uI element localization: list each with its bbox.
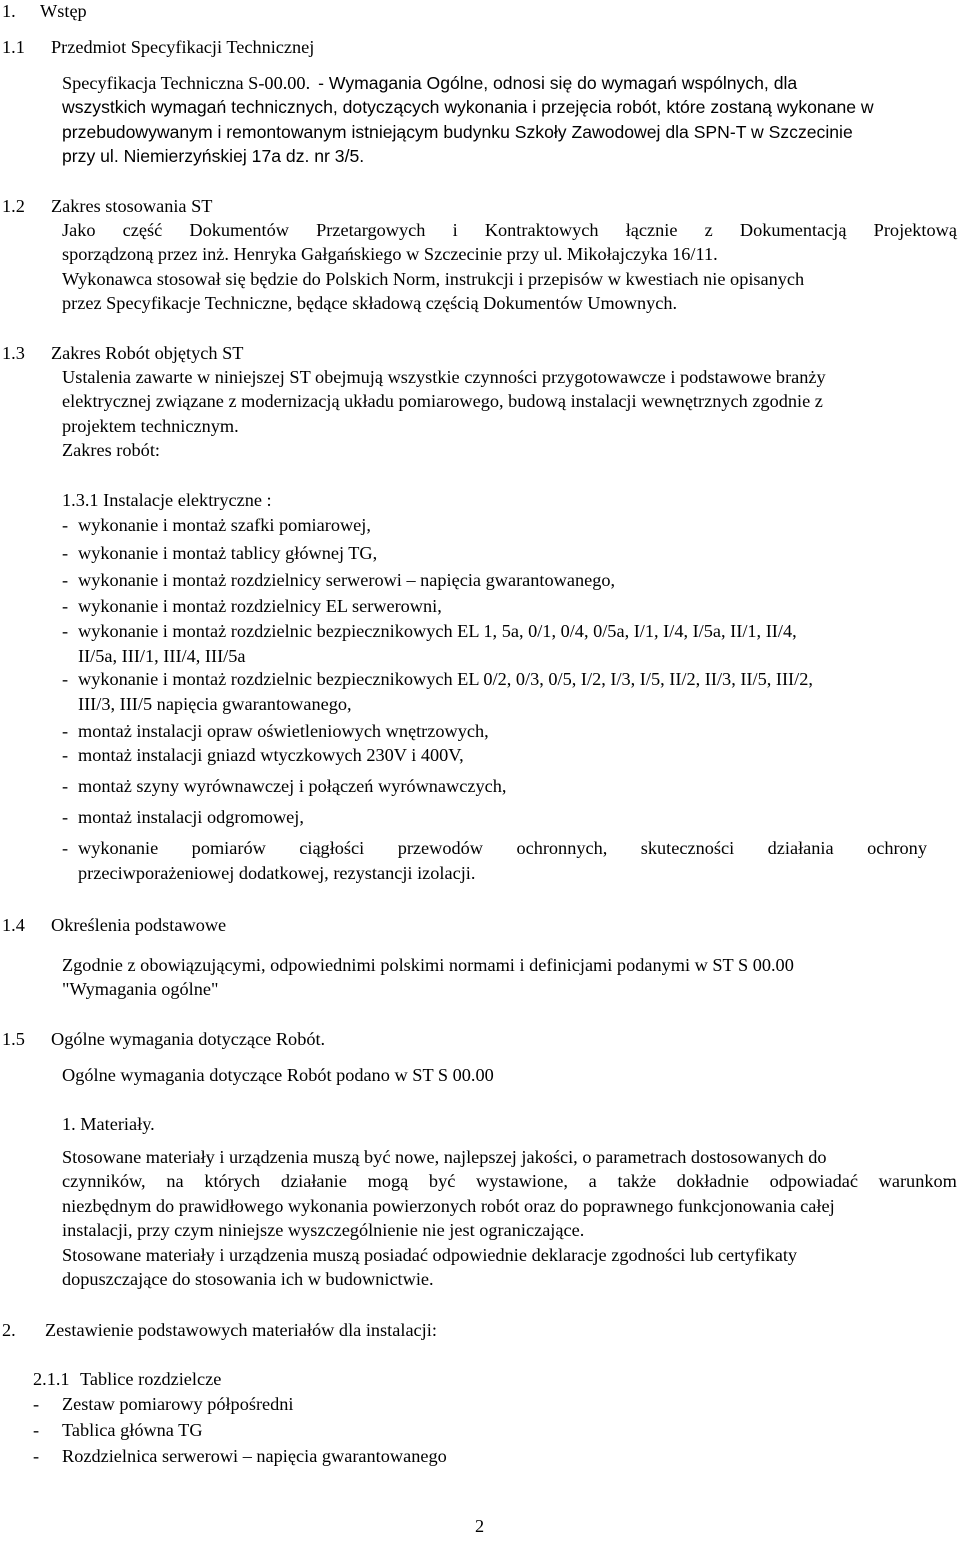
materials-heading: 1. Materiały. (62, 1114, 155, 1134)
section-1-5-paragraph: Ogólne wymagania dotyczące Robót podano w ST S 00.00 (62, 1065, 494, 1085)
para-line: przebudowywanym i remontowanym istniejącym budynku Szkoły Zawodowej dla SPN-T w Szczecinie (62, 122, 853, 142)
section-1-2-paragraph (62, 218, 957, 313)
para-line: Zakres robót: (62, 440, 160, 460)
section-1-2-title: Zakres stosowania ST (51, 196, 213, 216)
section-1-5-number: 1.5 (2, 1029, 25, 1049)
section-1-1-paragraph (62, 71, 957, 166)
para-line: sporządzoną przez inż. Henryka Gałgańskiego w Szczecinie przy ul. Mikołajczyka 16/11. (62, 244, 718, 264)
materials-paragraph (62, 1145, 957, 1289)
para-line: Wykonawca stosował się będzie do Polskich Norm, instrukcji i przepisów w kwestiach nie opisanych (62, 269, 805, 289)
para-line: instalacji, przy czym niniejsze wyszczególnienie nie jest ograniczające. (62, 1220, 585, 1240)
section-1-3-paragraph (62, 365, 957, 460)
section-1-number: 1. (2, 1, 16, 21)
section-1-1-title: Przedmiot Specyfikacji Technicznej (51, 37, 315, 57)
para-line: Zgodnie z obowiązującymi, odpowiednimi polskimi normami i definicjami podanymi w ST S 00.00 (62, 955, 794, 975)
section-1-1-number: 1.1 (2, 37, 25, 57)
para-line: przy ul. Niemierzyńskiej 17a dz. nr 3/5. (62, 146, 365, 166)
para-line: projektem technicznym. (62, 416, 239, 436)
section-1-2-number: 1.2 (2, 196, 25, 216)
para-line: Stosowane materiały i urządzenia muszą być nowe, najlepszej jakości, o parametrach dostosowanych do (62, 1147, 827, 1167)
page-number: 2 (475, 1516, 485, 1536)
para-line: elektrycznej związane z modernizacją układu pomiarowego, budową instalacji wewnętrznych zgodnie z (62, 391, 823, 411)
para-line: Jako część Dokumentów Przetargowych i Kontraktowych łącznie z Dokumentacją Projektową (62, 220, 957, 240)
para-line: Specyfikacja Techniczna S-00.00. (62, 73, 311, 93)
subsection-2-1-1-title: Tablice rozdzielcze (80, 1369, 222, 1389)
para-line: wszystkich wymagań technicznych, dotyczących wykonania i przejęcia robót, które zostaną wykonane w (62, 97, 874, 117)
para-line: niezbędnym do prawidłowego wykonania powierzonych robót oraz do poprawnego funkcjonowania całej (62, 1196, 835, 1216)
para-line: przez Specyfikacje Techniczne, będące składową częścią Dokumentów Umownych. (62, 293, 678, 313)
section-2-title: Zestawienie podstawowych materiałów dla instalacji: (45, 1320, 437, 1340)
para-line: czynników, na których działanie mogą być wystawione, a także dokładnie odpowiadać warunkom (62, 1171, 957, 1191)
para-line: - Wymagania Ogólne, odnosi się do wymagań wspólnych, dla (318, 73, 798, 93)
subsection-2-1-1-number: 2.1.1 (33, 1369, 70, 1389)
section-1-4-title: Określenia podstawowe (51, 915, 227, 935)
section-2-number: 2. (2, 1320, 16, 1340)
section-1-4-number: 1.4 (2, 915, 25, 935)
section-1-5-title: Ogólne wymagania dotyczące Robót. (51, 1029, 326, 1049)
para-line: "Wymagania ogólne" (62, 979, 219, 999)
subsection-1-3-1-title: 1.3.1 Instalacje elektryczne : (62, 490, 272, 510)
para-line: Stosowane materiały i urządzenia muszą posiadać odpowiednie deklaracje zgodności lub certyfikaty (62, 1245, 798, 1265)
section-1-3-number: 1.3 (2, 343, 25, 363)
para-line: dopuszczające do stosowania ich w budownictwie. (62, 1269, 434, 1289)
para-line: Ustalenia zawarte w niniejszej ST obejmują wszystkie czynności przygotowawcze i podstawowe branży (62, 367, 826, 387)
section-1-4-paragraph (62, 953, 957, 999)
section-1-title: Wstęp (40, 1, 87, 21)
section-1-3-title: Zakres Robót objętych ST (51, 343, 244, 363)
